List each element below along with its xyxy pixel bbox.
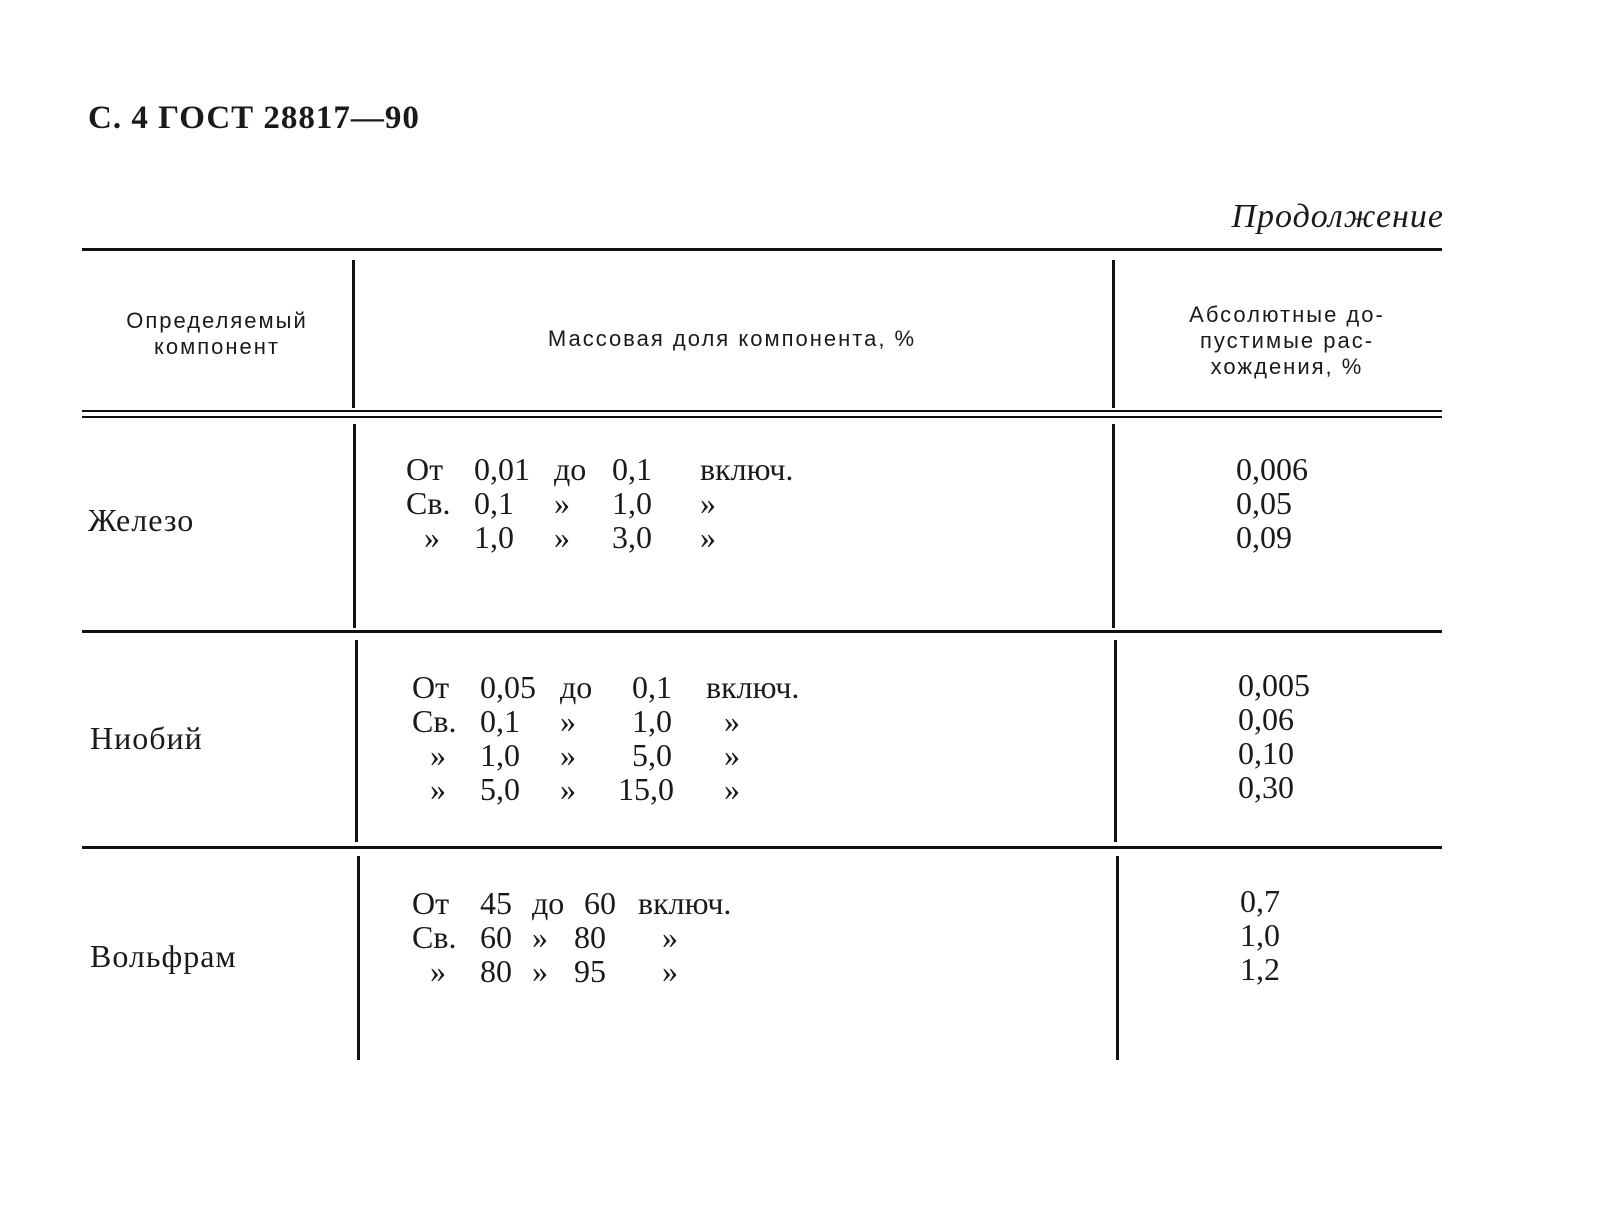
page-header: С. 4 ГОСТ 28817—90	[88, 100, 420, 136]
range-to: 95	[574, 953, 606, 989]
range-from: 0,01	[474, 451, 530, 487]
range-from: 5,0	[480, 771, 520, 807]
range-from: 45	[480, 885, 512, 921]
range-to: 5,0	[632, 737, 672, 773]
column-divider	[353, 424, 356, 628]
range-row	[406, 486, 820, 520]
column-divider	[355, 640, 358, 842]
column-divider	[1114, 640, 1117, 842]
range-to: 80	[574, 919, 606, 955]
tolerance-value: 1,2	[1240, 951, 1280, 987]
component-name: Вольфрам	[90, 938, 237, 974]
column-divider	[1112, 260, 1115, 408]
range-word: »	[560, 737, 576, 773]
range-word: до	[554, 451, 587, 487]
data-table	[82, 248, 1442, 1068]
range-suffix: »	[724, 737, 740, 773]
header-tolerance: Абсолютные до-пустимые рас-хождения, %	[1189, 302, 1385, 379]
range-to: 3,0	[612, 519, 652, 555]
range-prefix: Св.	[412, 703, 457, 739]
header-rule-2	[82, 416, 1442, 418]
header-component: Определяемый компонент	[126, 308, 308, 359]
range-prefix: »	[430, 737, 446, 773]
table-top-rule	[82, 248, 1442, 251]
range-to: 60	[584, 885, 616, 921]
range-to: 15,0	[618, 771, 674, 807]
range-row	[406, 520, 820, 554]
range-word: »	[560, 771, 576, 807]
header-mass-fraction: Массовая доля компонента, %	[547, 326, 917, 351]
tolerance-values	[1236, 452, 1308, 554]
tolerance-values	[1238, 668, 1310, 804]
range-suffix: »	[700, 485, 716, 521]
range-from: 80	[480, 953, 512, 989]
range-row	[412, 738, 844, 772]
column-divider	[352, 260, 355, 408]
header-rule-1	[82, 410, 1442, 412]
range-to: 1,0	[632, 703, 672, 739]
range-prefix: Св.	[412, 919, 457, 955]
range-row	[406, 452, 820, 486]
column-divider	[1116, 856, 1119, 1060]
range-to: 0,1	[612, 451, 652, 487]
range-suffix: включ.	[638, 885, 732, 921]
tolerance-value: 0,006	[1236, 451, 1308, 487]
range-word: »	[560, 703, 576, 739]
component-name: Железо	[88, 502, 195, 538]
range-row	[412, 886, 782, 920]
range-row	[412, 772, 844, 806]
range-row	[412, 954, 782, 988]
range-word: до	[532, 885, 565, 921]
row-divider	[82, 846, 1442, 849]
column-divider	[1112, 424, 1115, 628]
range-from: 1,0	[474, 519, 514, 555]
range-suffix: включ.	[706, 669, 800, 705]
range-row	[412, 920, 782, 954]
tolerance-value: 0,30	[1238, 769, 1294, 805]
range-suffix: включ.	[700, 451, 794, 487]
range-prefix: »	[424, 519, 440, 555]
tolerance-values	[1240, 884, 1280, 986]
range-to: 1,0	[612, 485, 652, 521]
range-word: »	[554, 485, 570, 521]
range-from: 0,1	[480, 703, 520, 739]
mass-ranges	[412, 670, 844, 806]
range-from: 60	[480, 919, 512, 955]
range-word: »	[532, 919, 548, 955]
range-prefix: »	[430, 771, 446, 807]
mass-ranges	[412, 886, 782, 988]
range-prefix: От	[412, 669, 450, 705]
range-suffix: »	[662, 953, 678, 989]
continuation-label: Продолжение	[1231, 198, 1444, 235]
range-prefix: Св.	[406, 485, 451, 521]
tolerance-value: 0,7	[1240, 883, 1280, 919]
tolerance-value: 0,10	[1238, 735, 1294, 771]
range-word: до	[560, 669, 593, 705]
range-suffix: »	[700, 519, 716, 555]
row-divider	[82, 630, 1442, 633]
tolerance-value: 0,005	[1238, 667, 1310, 703]
range-suffix: »	[724, 703, 740, 739]
range-to: 0,1	[632, 669, 672, 705]
tolerance-value: 1,0	[1240, 917, 1280, 953]
range-prefix: От	[406, 451, 444, 487]
tolerance-value: 0,06	[1238, 701, 1294, 737]
range-prefix: От	[412, 885, 450, 921]
range-row	[412, 704, 844, 738]
range-from: 1,0	[480, 737, 520, 773]
range-word: »	[554, 519, 570, 555]
range-row	[412, 670, 844, 704]
range-suffix: »	[724, 771, 740, 807]
tolerance-value: 0,09	[1236, 519, 1292, 555]
tolerance-value: 0,05	[1236, 485, 1292, 521]
column-divider	[357, 856, 360, 1060]
range-prefix: »	[430, 953, 446, 989]
range-from: 0,1	[474, 485, 514, 521]
mass-ranges	[406, 452, 820, 554]
range-word: »	[532, 953, 548, 989]
component-name: Ниобий	[90, 720, 203, 756]
range-suffix: »	[662, 919, 678, 955]
range-from: 0,05	[480, 669, 536, 705]
